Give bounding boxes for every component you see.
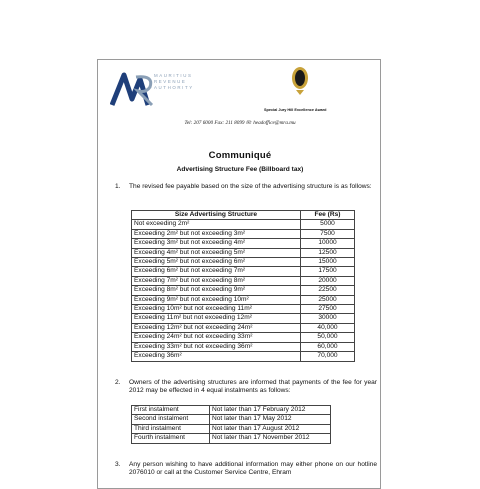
page-subtitle: Advertising Structure Fee (Billboard tax)	[176, 166, 304, 173]
table-cell: Exceeding 10m² but not exceeding 11m²	[132, 305, 301, 314]
table-cell: 70,000	[301, 352, 355, 361]
table-header-row	[132, 211, 355, 220]
table-row	[132, 333, 355, 342]
fee-table-body	[132, 220, 355, 361]
table-cell: Exceeding 2m² but not exceeding 3m²	[132, 229, 301, 238]
table-row	[132, 220, 355, 229]
table-row	[132, 314, 355, 323]
table-row	[132, 267, 355, 276]
section-text: Any person wishing to have additional information may either phone on our hotline 2076010 or call at the Customer Service Centre, Ehram	[129, 461, 377, 477]
table-cell: Not later than 17 November 2012	[210, 434, 331, 443]
section-number: 3.	[115, 461, 121, 468]
award-caption: Special Jury Hill Excellence Award	[264, 108, 327, 112]
table-row	[132, 434, 331, 443]
table-row	[132, 239, 355, 248]
table-row	[132, 415, 331, 424]
table-cell: Exceeding 6m² but not exceeding 7m²	[132, 267, 301, 276]
table-cell: 10000	[301, 239, 355, 248]
instalment-table	[131, 405, 331, 444]
mra-logo-text	[154, 73, 194, 92]
table-cell: Exceeding 7m² but not exceeding 8m²	[132, 276, 301, 285]
table-cell: Not later than 17 February 2012	[210, 406, 331, 415]
logo-line-1: MAURITIUS	[154, 73, 193, 78]
contact-line: Tel: 207 6000 Fax: 211 8099 ✉: headoffice@mra.mu	[184, 120, 296, 126]
table-cell: Exceeding 33m² but not exceeding 36m²	[132, 342, 301, 351]
table-cell: Exceeding 11m² but not exceeding 12m²	[132, 314, 301, 323]
table-cell: 15000	[301, 258, 355, 267]
table-cell: 27500	[301, 305, 355, 314]
logo-line-2: REVENUE	[154, 79, 187, 85]
table-row	[132, 286, 355, 295]
table-cell: 5000	[301, 220, 355, 229]
table-cell: 30000	[301, 314, 355, 323]
table-cell: 20000	[301, 276, 355, 285]
table-row	[132, 248, 355, 257]
table-cell: 50,000	[301, 333, 355, 342]
table-row	[132, 323, 355, 332]
page-title: Communiqué	[208, 150, 272, 161]
table-row	[132, 305, 355, 314]
section-text: Owners of the advertising structures are informed that payments of the fee for year 2012 may be effected in 4 equal instalments as follows:	[129, 379, 377, 395]
mra-logo-mark	[110, 69, 158, 109]
table-cell: 7500	[301, 229, 355, 238]
table-row	[132, 352, 355, 361]
table-cell: 25000	[301, 295, 355, 304]
table-cell: Exceeding 12m² but not exceeding 24m²	[132, 323, 301, 332]
instalment-table-body	[132, 406, 331, 444]
table-row	[132, 424, 331, 433]
table-cell: Third instalment	[132, 424, 210, 433]
table-cell: Not later than 17 May 2012	[210, 415, 331, 424]
award-badge	[264, 66, 334, 118]
section-number: 1.	[115, 183, 121, 190]
logo-line-3: AUTHORITY	[154, 85, 194, 91]
table-cell: Exceeding 9m² but not exceeding 10m²	[132, 295, 301, 304]
fee-table	[131, 210, 355, 362]
table-row	[132, 258, 355, 267]
table-row	[132, 276, 355, 285]
table-cell: 17500	[301, 267, 355, 276]
column-header: Fee (Rs)	[301, 211, 355, 220]
section-number: 2.	[115, 379, 121, 386]
table-cell: 12500	[301, 248, 355, 257]
table-cell: First instalment	[132, 406, 210, 415]
table-cell: Exceeding 3m² but not exceeding 4m²	[132, 239, 301, 248]
table-cell: Exceeding 5m² but not exceeding 6m²	[132, 258, 301, 267]
table-cell: Second instalment	[132, 415, 210, 424]
table-cell: Fourth instalment	[132, 434, 210, 443]
table-cell: Not later than 17 August 2012	[210, 424, 331, 433]
column-header: Size Advertising Structure	[132, 211, 301, 220]
table-cell: 40,000	[301, 323, 355, 332]
table-row	[132, 406, 331, 415]
table-cell: Exceeding 4m² but not exceeding 5m²	[132, 248, 301, 257]
table-cell: Exceeding 24m² but not exceeding 33m²	[132, 333, 301, 342]
table-row	[132, 229, 355, 238]
table-cell: 60,000	[301, 342, 355, 351]
table-row	[132, 342, 355, 351]
table-cell: 22500	[301, 286, 355, 295]
award-emblem-icon	[290, 66, 310, 96]
table-cell: Not exceeding 2m²	[132, 220, 301, 229]
table-row	[132, 295, 355, 304]
mra-logo	[110, 69, 220, 119]
section-text: The revised fee payable based on the size of the advertising structure is as follows:	[129, 183, 372, 190]
document-page	[97, 59, 381, 489]
table-cell: Exceeding 8m² but not exceeding 9m²	[132, 286, 301, 295]
table-cell: Exceeding 36m²	[132, 352, 301, 361]
